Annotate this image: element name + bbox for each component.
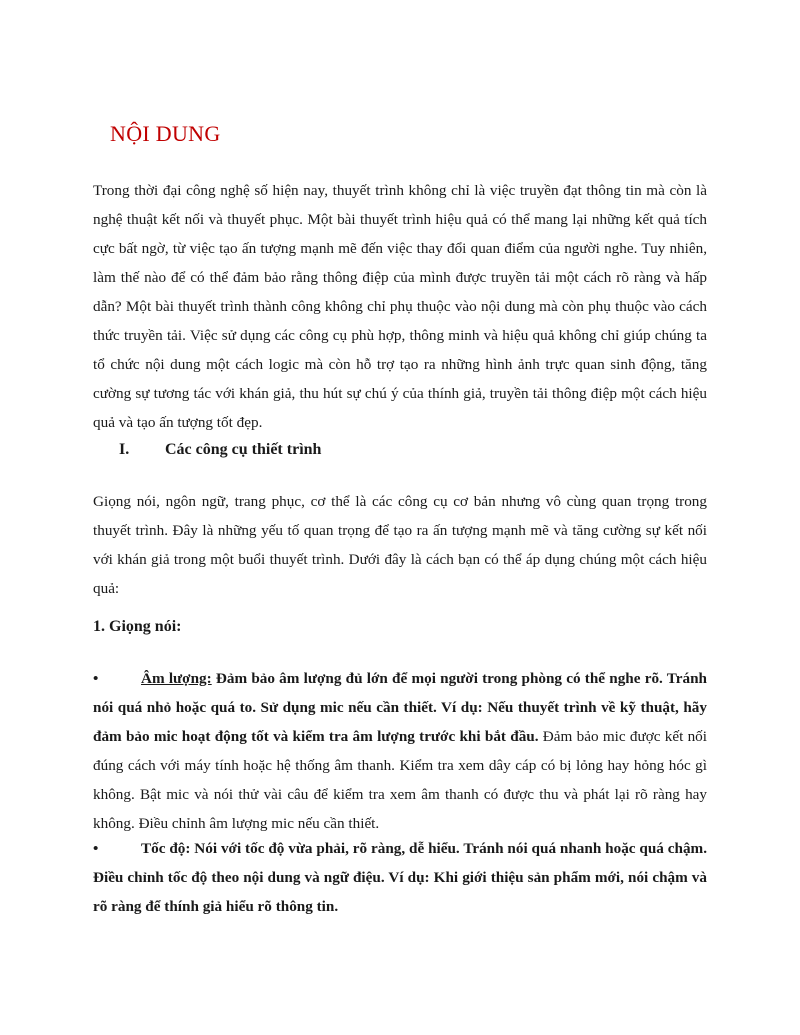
section-paragraph: Giọng nói, ngôn ngữ, trang phục, cơ thể là các công cụ cơ bản nhưng vô cùng quan trọng trong thuyết trình. Đây là những yếu tố quan trọng để tạo ra ấn tượng mạnh mẽ và tăng cường sự kết nối với khán giả trong một buổi thuyết trình. Dưới đây là cách bạn có thể áp dụng chúng một cách hiệu quả:: [93, 493, 707, 597]
section-title: Các công cụ thiết trình: [165, 441, 322, 458]
page-title: NỘI DUNG: [110, 121, 221, 146]
bullet-bold-text: Nói với tốc độ vừa phải, rõ ràng, dễ hiểu. Tránh nói quá nhanh hoặc quá chậm. Điều chỉnh tốc độ theo nội dung và ngữ điệu. Ví dụ: Khi giới thiệu sản phẩm mới, nói chậm và rõ ràng để thính giả hiểu rõ thông tin.: [93, 840, 707, 915]
bullet-normal-text: Đảm bảo mic được kết nối đúng cách với máy tính hoặc hệ thống âm thanh. Kiểm tra xem dây cáp có bị lỏng hay hỏng hóc gì không. Bật mic và nói thử vài câu để kiểm tra xem âm thanh có được thu và phát lại rõ ràng hay không. Điều chỉnh âm lượng mic nếu cần thiết.: [93, 728, 707, 832]
bullet-dot: •: [93, 670, 99, 687]
bullet-item-speed: [93, 834, 707, 921]
subsection-heading: 1. Giọng nói:: [93, 618, 182, 635]
bullet-item-volume: [93, 664, 707, 838]
bullet-dot: •: [93, 840, 99, 857]
bullet-text: [93, 834, 707, 921]
section-heading: [119, 441, 321, 459]
bullet-text: [93, 664, 707, 838]
bullet-label: Âm lượng:: [141, 670, 212, 687]
bullet-label: Tốc độ:: [141, 840, 191, 857]
bullet-bold-text: Đảm bảo âm lượng đủ lớn để mọi người trong phòng có thể nghe rõ. Tránh nói quá nhỏ hoặc quá to. Sử dụng mic nếu cần thiết. Ví dụ: Nếu thuyết trình về kỹ thuật, hãy đảm bảo mic hoạt động tốt và kiểm tra âm lượng trước khi bắt đầu.: [93, 670, 708, 745]
intro-paragraph: Trong thời đại công nghệ số hiện nay, thuyết trình không chỉ là việc truyền đạt thông tin mà còn là nghệ thuật kết nối và thuyết phục. Một bài thuyết trình hiệu quả có thể mang lại những kết quả tích cực bất ngờ, từ việc tạo ấn tượng mạnh mẽ đến việc thay đổi quan điểm của người nghe. Tuy nhiên, làm thế nào để có thể đảm bảo rằng thông điệp của mình được truyền tải một cách rõ ràng và hấp dẫn? Một bài thuyết trình thành công không chỉ phụ thuộc vào nội dung mà còn phụ thuộc vào cách thức truyền tải. Việc sử dụng các công cụ phù hợp, thông minh và hiệu quả không chỉ giúp chúng ta tổ chức nội dung một cách logic mà còn hỗ trợ tạo ra những hình ảnh trực quan sinh động, tăng cường sự tương tác với khán giả, thu hút sự chú ý của thính giả, truyền tải thông điệp một cách hiệu quả và tạo ấn tượng tốt đẹp.: [93, 182, 707, 431]
section-number: I.: [119, 441, 130, 458]
